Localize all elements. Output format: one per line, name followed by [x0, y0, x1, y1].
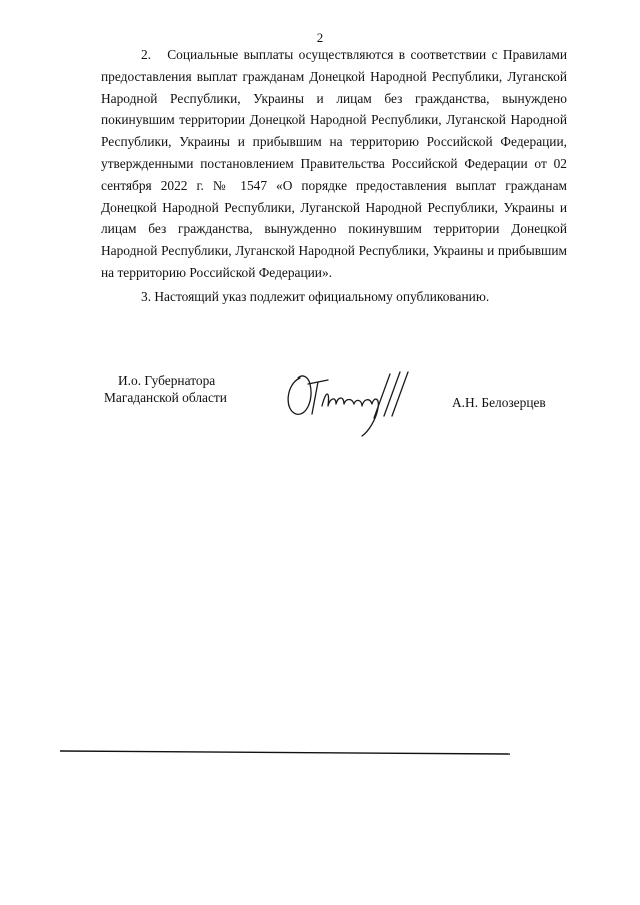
signer-title — [104, 372, 227, 406]
signature-block — [0, 370, 640, 450]
handwritten-signature — [282, 370, 422, 440]
paragraph-3: 3. Настоящий указ подлежит официальному опубликованию. — [141, 288, 490, 304]
page-number: 2 — [316, 30, 324, 45]
document-body — [101, 44, 567, 308]
signature-stroke-slash3 — [392, 372, 408, 416]
signer-title-line1: И.о. Губернатора — [118, 373, 216, 388]
signature-stroke-slash1 — [374, 374, 390, 418]
paragraph-2: 2. Социальные выплаты осуществляются в соответствии с Правилами предоставления выплат гражданам Донецкой Народной Республики, Луганской Народной Республики, Украины и лицам без гражданства, вынуждено покинувшим территории Донецкой Народной Республики, Луганской Народной Республики, Украины и прибывшим на территорию Российской Федерации, утвержденными постановлением Правительства Российской Федерации от 02 сентября 2022 г. № 1547 «О порядке предоставления выплат гражданам Донецкой Народной Республики, Луганской Народной Республики, Украины и лицам без гражданства, вынужденно покинувшим территории Донецкой Народной Республики, Луганской Народной Республики, Украины и прибывшим на территорию Российской Федерации». — [101, 47, 567, 280]
signature-stroke-letters — [322, 394, 378, 436]
signer-name: А.Н. Белозерцев — [452, 395, 546, 410]
footer-rule — [60, 750, 510, 756]
signer-title-line2: Магаданской области — [104, 390, 227, 405]
signature-stroke-loop — [288, 376, 311, 414]
signature-stroke-slash2 — [384, 372, 400, 416]
